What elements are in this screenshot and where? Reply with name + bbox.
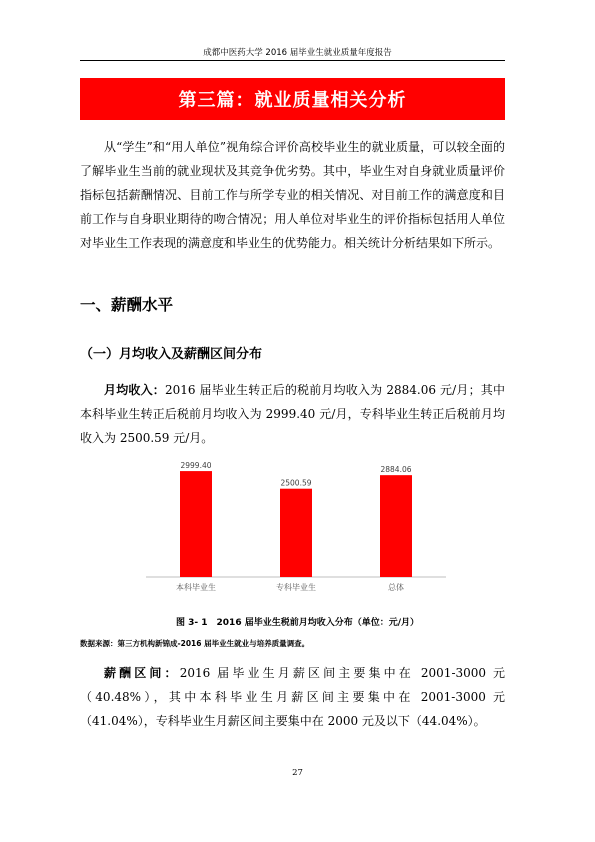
intro-paragraph: 从“学生”和“用人单位”视角综合评价高校毕业生的就业质量，可以较全面的了解毕业生当前的就业现状及其竞争优劣势。其中，毕业生对自身就业质量评价指标包括薪酬情况、目前工作与所学专业的相关情况、对目前工作的满意度和目前工作与自身职业期待的吻合情况；用人单位对毕业生的评价指标包括用人单位对毕业生工作表现的满意度和毕业生的优势能力。相关统计分析结果如下所示。 (80, 140, 505, 250)
income-lead: 月均收入： (104, 383, 165, 397)
x-tick-label-1: 专科毕业生 (276, 583, 316, 592)
x-tick-label-2: 总体 (388, 583, 404, 592)
bar-value-label-1: 2500.59 (280, 478, 312, 488)
header-divider (80, 60, 505, 61)
bar-value-label-0: 2999.40 (180, 461, 212, 471)
salary-range-paragraph (80, 661, 505, 733)
data-source-note: 数据来源：第三方机构新锦成-2016 届毕业生就业与培养质量调查。 (80, 639, 310, 648)
bar-value-label-2: 2884.06 (380, 465, 412, 475)
subsection-heading-income: （一）月均收入及薪酬区间分布 (80, 347, 263, 362)
income-body: 2016 届毕业生转正后的税前月均收入为 2884.06 元/月；其中本科毕业生转正后税前月均收入为 2999.40 元/月，专科毕业生转正后税前月均收入为 2500.59 元/月。 (80, 383, 505, 445)
income-paragraph (80, 378, 505, 450)
income-bar-chart (146, 460, 446, 600)
report-header-title: 成都中医药大学 2016 届毕业生就业质量年度报告 (203, 48, 392, 58)
bar-1 (280, 489, 312, 577)
salary-range-body: 2016 届毕业生月薪区间主要集中在 2001-3000 元（40.48%），其中本科毕业生月薪区间主要集中在 2001-3000 元（41.04%），专科毕业生月薪区间主要集中在 2000 元及以下（44.04%）。 (80, 666, 505, 728)
figure-caption: 图 3- 1 2016 届毕业生税前月均收入分布（单位：元/月） (176, 618, 419, 628)
salary-range-lead: 薪酬区间： (104, 666, 180, 680)
chapter-title: 第三篇：就业质量相关分析 (178, 90, 407, 111)
x-tick-label-0: 本科毕业生 (176, 583, 216, 592)
page-number: 27 (292, 768, 303, 778)
section-heading-salary: 一、薪酬水平 (80, 296, 174, 314)
chapter-banner (80, 78, 505, 120)
income-bar-chart-svg (146, 460, 446, 600)
bar-0 (180, 471, 212, 577)
bar-2 (380, 475, 412, 577)
